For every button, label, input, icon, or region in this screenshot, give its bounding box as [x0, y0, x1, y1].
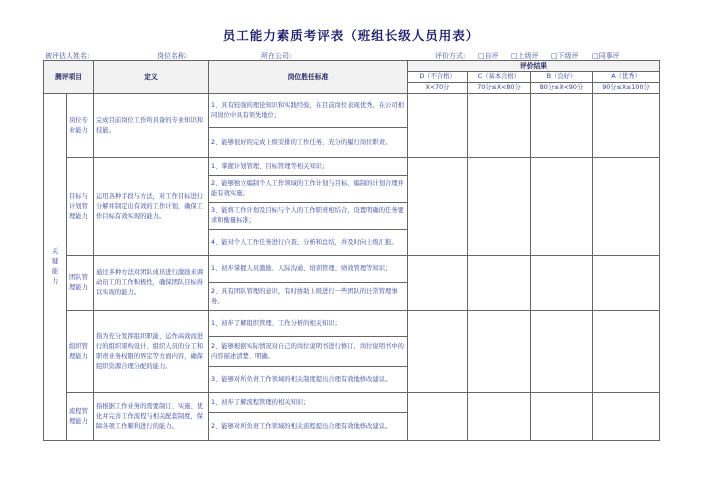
level-c: C（基本合格）	[468, 72, 531, 83]
standard-text: 1、初步掌握人员激励、人际沟通、培训管理、绩效管理等知识；	[209, 256, 408, 283]
score-cell-b[interactable]	[531, 311, 593, 393]
score-cell-d[interactable]	[408, 158, 468, 256]
item-definition: 通过多种方法对团队成员进行激励来调动员工的工作积极性，确保团队目标得以实现的能力。	[94, 256, 209, 311]
standard-text: 2、能够对所负责工作领域的相关流程提出合理有效地修改建议。	[209, 413, 408, 441]
range-a: 90分≤X≤100分	[593, 83, 660, 94]
header-result: 评价结果	[408, 61, 660, 72]
category-label: 关键能力	[51, 248, 59, 285]
standard-text: 1、掌握计划管理、目标管理等相关知识；	[209, 158, 408, 176]
standard-text: 1、具有较强的理论知识和实践经验，在目前岗位表现优秀，在公司相同岗位中具有领先地位；	[209, 94, 408, 128]
score-cell-b[interactable]	[531, 94, 593, 158]
item-label: 流程管理能力	[67, 393, 94, 441]
score-cell-d[interactable]	[408, 393, 468, 441]
score-cell-a[interactable]	[593, 256, 660, 311]
standard-text: 2、具有团队管理的意识，有时协助上级进行一些团队的日常管理事务。	[209, 283, 408, 311]
score-cell-d[interactable]	[408, 94, 468, 158]
score-cell-b[interactable]	[531, 393, 593, 441]
standard-text: 3、能将工作计划及目标与个人的工作职责相结合，设置明确的任务要求和衡量标准；	[209, 203, 408, 230]
company-label: 所在公司:	[261, 52, 292, 60]
position-name-label: 岗位名称:	[157, 52, 188, 60]
score-cell-a[interactable]	[593, 94, 660, 158]
score-cell-c[interactable]	[468, 393, 531, 441]
item-definition: 运用各种手段与方法，对工作目标进行分解并制定出有效的工作计划，确保工作目标有效实现的能力。	[94, 158, 209, 256]
standard-text: 1、初步了解流程管理的相关知识；	[209, 393, 408, 413]
evaluatee-name-label: 被评估人姓名:	[45, 52, 90, 60]
evaluation-table	[43, 60, 660, 441]
standard-text: 4、能对个人工作任务进行自查、分析和总结，并及时向上级汇报。	[209, 230, 408, 256]
score-cell-b[interactable]	[531, 256, 593, 311]
header-standard: 岗位胜任标准	[209, 61, 408, 94]
range-d: X<70分	[408, 83, 468, 94]
item-label: 组织管理能力	[67, 311, 94, 393]
item-label: 目标与计划管理能力	[67, 158, 94, 256]
standard-text: 2、能够根据实际情况对自己的岗位说明书进行修订，岗位说明书中的内容描述清楚、明确。	[209, 337, 408, 367]
form-title: 员工能力素质考评表（班组长级人员用表）	[222, 28, 480, 43]
standard-text: 2、能够独立编制个人工作领域的工作计划与目标，编制的计划合理并能有效实施；	[209, 176, 408, 203]
score-cell-a[interactable]	[593, 158, 660, 256]
item-label: 团队管理能力	[67, 256, 94, 311]
score-cell-d[interactable]	[408, 256, 468, 311]
header-definition: 定义	[94, 61, 209, 94]
range-c: 70分≤X<80分	[468, 83, 531, 94]
category-key-ability	[44, 94, 67, 441]
level-b: B（良好）	[531, 72, 593, 83]
level-a: A（优秀）	[593, 72, 660, 83]
score-cell-c[interactable]	[468, 256, 531, 311]
item-definition: 指根据工作业务的需要制订、实施、优化并完善工作流程与相关配套制度，保障各项工作顺利进行的能力。	[94, 393, 209, 441]
item-definition: 完成目前岗位工作所具备的专业知识和技能。	[94, 94, 209, 158]
range-b: 80分≤X<90分	[531, 83, 593, 94]
evaluation-method-label: 评价方式:	[435, 52, 466, 60]
score-cell-c[interactable]	[468, 94, 531, 158]
superior-eval-checkbox[interactable]: □上级评	[511, 52, 539, 60]
standard-text: 2、能够很好的完成上级安排的工作任务，充分的履行岗位职责。	[209, 128, 408, 158]
score-cell-b[interactable]	[531, 158, 593, 256]
standard-text: 3、能够对所负责工作领域的相关制度提出合理有效地修改建议。	[209, 367, 408, 393]
subordinate-eval-checkbox[interactable]: □下级评	[551, 52, 579, 60]
score-cell-c[interactable]	[468, 311, 531, 393]
self-eval-checkbox[interactable]: □自评	[478, 52, 499, 60]
item-definition: 指为充分发挥组织职能、运作高效而进行的组织架构设计、组织人员的分工和职责业务权限的界定等方面内容，确保组织资源合理分配的能力。	[94, 311, 209, 393]
score-cell-c[interactable]	[468, 158, 531, 256]
header-item: 测评项目	[44, 61, 94, 94]
item-label: 岗位专业能力	[67, 94, 94, 158]
score-cell-a[interactable]	[593, 393, 660, 441]
score-cell-a[interactable]	[593, 311, 660, 393]
score-cell-d[interactable]	[408, 311, 468, 393]
standard-text: 1、初步了解组织管理、工作分析的相关知识；	[209, 311, 408, 337]
peer-eval-checkbox[interactable]: □同事评	[592, 52, 620, 60]
level-d: D（不合格）	[408, 72, 468, 83]
